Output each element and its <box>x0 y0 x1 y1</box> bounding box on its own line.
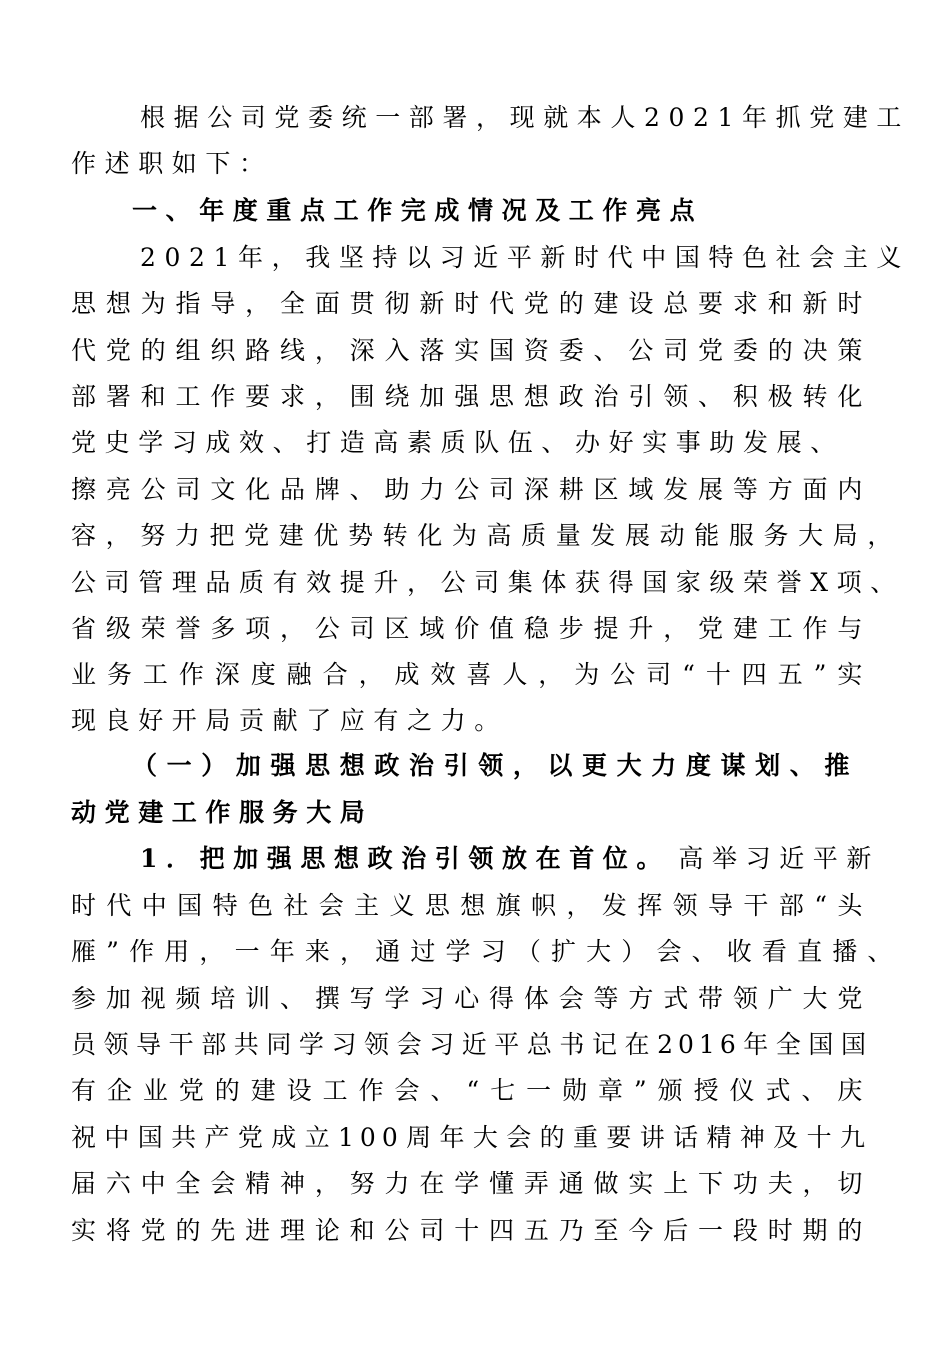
section1-line-6: 擦亮公司文化品牌、助力公司深耕区域发展等方面内 <box>71 475 871 504</box>
item1-title: 1．把加强思想政治引领放在首位。 <box>140 844 670 873</box>
section1-line-10: 业务工作深度融合，成效喜人，为公司“十四五”实 <box>71 660 871 689</box>
item1-line-6: 有企业党的建设工作会、“七一勋章”颁授仪式、庆 <box>71 1076 871 1105</box>
section1-line-3: 代党的组织路线，深入落实国资委、公司党委的决策 <box>71 336 871 365</box>
section-heading-1: 一、年度重点工作完成情况及工作亮点 <box>132 196 704 225</box>
section1-line-5: 党史学习成效、打造高素质队伍、办好实事助发展、 <box>71 428 844 457</box>
section1-line-1: 2021年，我坚持以习近平新时代中国特色社会主义 <box>140 243 911 272</box>
item1-line-8: 届六中全会精神，努力在学懂弄通做实上下功夫，切 <box>71 1169 871 1198</box>
item1-line-2: 时代中国特色社会主义思想旗帜，发挥领导干部“头 <box>71 891 871 920</box>
section1-line-4: 部署和工作要求，围绕加强思想政治引领、积极转化 <box>71 382 871 411</box>
section1-line-8: 公司管理品质有效提升，公司集体获得国家级荣誉X项、 <box>71 568 904 597</box>
section1-line-7: 容，努力把党建优势转化为高质量发展动能服务大局， <box>71 521 901 550</box>
subsection-heading-line-1: （一）加强思想政治引领，以更大力度谋划、推 <box>132 751 858 780</box>
item1-line-7: 祝中国共产党成立100周年大会的重要讲话精神及十九 <box>71 1123 871 1152</box>
section1-line-2: 思想为指导，全面贯彻新时代党的建设总要求和新时 <box>71 289 871 318</box>
intro-line-2: 作述职如下： <box>71 149 273 178</box>
item1-line-3: 雁”作用，一年来，通过学习（扩大）会、收看直播、 <box>71 937 901 966</box>
item1-line-5: 员领导干部共同学习领会习近平总书记在2016年全国国 <box>71 1030 871 1059</box>
section1-line-11: 现良好开局贡献了应有之力。 <box>71 706 508 735</box>
item1-first-line <box>140 839 880 879</box>
item1-line-9: 实将党的先进理论和公司十四五乃至今后一段时期的 <box>71 1216 871 1245</box>
section1-line-9: 省级荣誉多项，公司区域价值稳步提升，党建工作与 <box>71 614 871 643</box>
subsection-heading-line-2: 动党建工作服务大局 <box>71 798 374 827</box>
intro-line-1: 根据公司党委统一部署，现就本人2021年抓党建工 <box>140 103 911 132</box>
item1-title-rest: 高举习近平新 <box>678 844 880 873</box>
item1-line-4: 参加视频培训、撰写学习心得体会等方式带领广大党 <box>71 984 871 1013</box>
